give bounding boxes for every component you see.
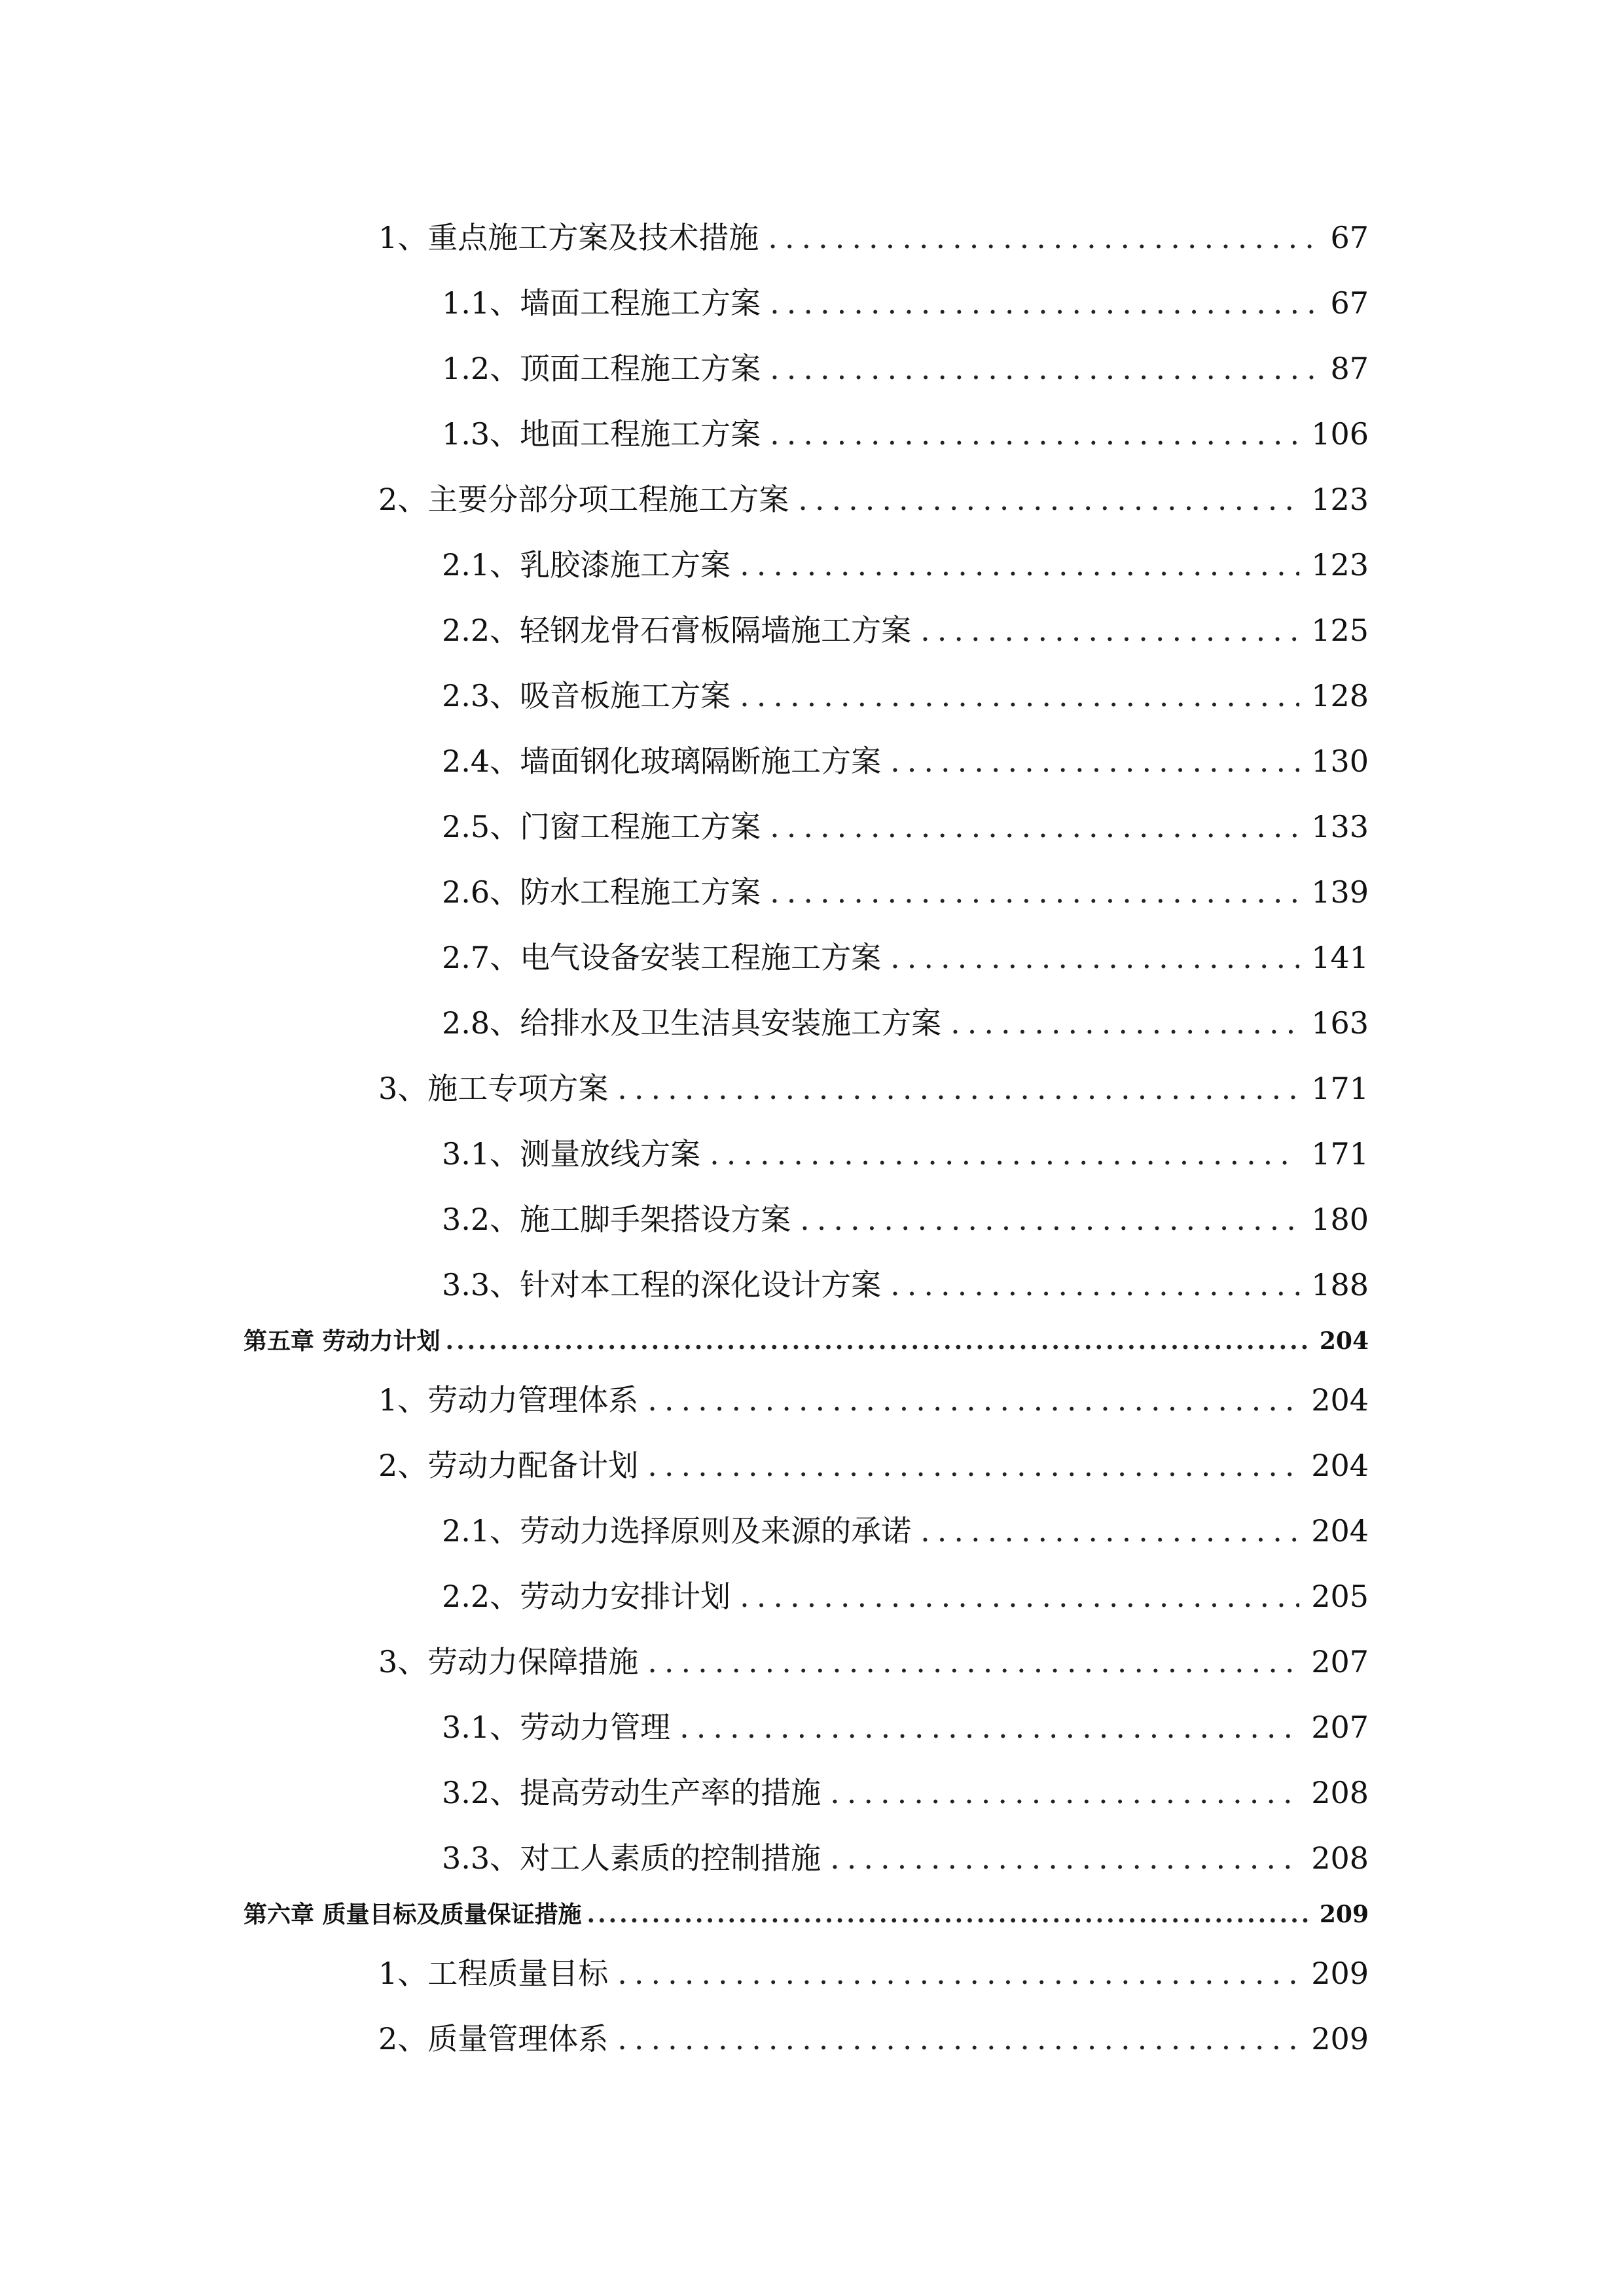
toc-dot-leader [679,1704,1299,1750]
toc-dot-leader [890,1262,1299,1308]
toc-entry-page: 123 [1311,547,1369,583]
toc-entry-title: 2.5、门窗工程施工方案 [442,809,761,844]
toc-entry-title: 3.2、施工脚手架搭设方案 [442,1202,791,1237]
toc-entry-title: 2.7、电气设备安装工程施工方案 [442,940,882,975]
toc-entry-title: 1、工程质量目标 [378,1956,609,1991]
toc-entry[interactable] [442,1000,1369,1046]
toc-dot-leader [768,215,1318,260]
toc-entry[interactable] [378,1950,1369,1996]
toc-entry-title: 1.1、墙面工程施工方案 [442,285,761,321]
toc-dot-leader [617,2016,1299,2062]
toc-entry-title: 1、劳动力管理体系 [378,1382,639,1418]
toc-dot-leader [800,1196,1299,1242]
toc-entry-page: 205 [1311,1579,1369,1614]
toc-entry-page: 204 [1311,1448,1369,1483]
toc-entry-title: 2.6、防水工程施工方案 [442,874,761,910]
toc-entry[interactable] [442,607,1369,653]
toc-dot-leader [890,935,1299,980]
toc-entry-title: 3、施工专项方案 [378,1071,609,1106]
toc-entry[interactable] [442,673,1369,719]
toc-entry[interactable] [442,1508,1369,1554]
toc-entry[interactable] [378,1066,1369,1111]
toc-entry-page: 87 [1330,351,1369,386]
toc-dot-leader [446,1323,1313,1359]
toc-entry[interactable] [378,1443,1369,1488]
toc-entry-page: 188 [1311,1267,1369,1302]
toc-chapter-entry[interactable] [244,1896,1369,1933]
toc-entry[interactable] [442,1704,1369,1750]
toc-entry-title: 3.3、对工人素质的控制措施 [442,1840,821,1876]
toc-entry[interactable] [442,1835,1369,1881]
toc-dot-leader [740,673,1299,719]
toc-dot-leader [770,346,1318,391]
toc-entry-page: 106 [1311,416,1369,452]
toc-chapter-title: 第六章 质量目标及质量保证措施 [244,1901,582,1928]
toc-entry-title: 3.3、针对本工程的深化设计方案 [442,1267,882,1302]
toc-dot-leader [950,1000,1299,1046]
toc-entry[interactable] [442,935,1369,980]
toc-entry[interactable] [378,476,1369,522]
toc-entry[interactable] [378,2016,1369,2062]
toc-dot-leader [647,1443,1299,1488]
toc-entry-title: 2、主要分部分项工程施工方案 [378,482,789,517]
toc-entry-title: 1.3、地面工程施工方案 [442,416,761,452]
toc-dot-leader [830,1835,1299,1881]
toc-entry-title: 2.4、墙面钢化玻璃隔断施工方案 [442,744,882,779]
toc-entry-page: 171 [1311,1071,1369,1106]
toc-entry[interactable] [442,346,1369,391]
toc-dot-leader [740,1573,1299,1619]
toc-dot-leader [647,1639,1299,1685]
toc-entry-page: 130 [1311,744,1369,779]
toc-entry-title: 3.1、测量放线方案 [442,1136,701,1172]
toc-entry-page: 204 [1311,1382,1369,1418]
toc-entry-title: 2.8、给排水及卫生洁具安装施工方案 [442,1005,942,1041]
toc-chapter-entry[interactable] [244,1323,1369,1359]
toc-entry-page: 208 [1311,1840,1369,1876]
toc-entry-title: 2.3、吸音板施工方案 [442,678,731,713]
toc-entry-title: 1、重点施工方案及技术措施 [378,220,759,255]
toc-chapter-page: 204 [1319,1327,1369,1355]
toc-dot-leader [770,411,1299,457]
toc-dot-leader [617,1950,1299,1996]
toc-entry-page: 128 [1311,678,1369,713]
toc-entry-title: 2.1、乳胶漆施工方案 [442,547,731,583]
toc-entry[interactable] [442,804,1369,850]
toc-entry-page: 209 [1311,2021,1369,2056]
toc-dot-leader [647,1377,1299,1423]
toc-entry-page: 163 [1311,1005,1369,1041]
toc-entry-page: 207 [1311,1644,1369,1679]
toc-entry-page: 207 [1311,1710,1369,1745]
toc-entry-page: 133 [1311,809,1369,844]
toc-entry-page: 123 [1311,482,1369,517]
toc-entry-title: 2.1、劳动力选择原则及来源的承诺 [442,1513,912,1549]
toc-entry-page: 67 [1330,285,1369,321]
toc-entry[interactable] [378,215,1369,260]
toc-entry[interactable] [442,1131,1369,1177]
toc-entry-title: 2、质量管理体系 [378,2021,609,2056]
toc-dot-leader [890,738,1299,784]
toc-entry-page: 141 [1311,940,1369,975]
toc-entry[interactable] [442,1573,1369,1619]
toc-dot-leader [830,1770,1299,1816]
toc-dot-leader [770,804,1299,850]
toc-entry[interactable] [442,542,1369,588]
toc-entry[interactable] [442,411,1369,457]
toc-entry-title: 2.2、轻钢龙骨石膏板隔墙施工方案 [442,613,912,648]
toc-entry[interactable] [442,280,1369,326]
toc-entry-page: 209 [1311,1956,1369,1991]
toc-entry-title: 2、劳动力配备计划 [378,1448,639,1483]
toc-entry-page: 180 [1311,1202,1369,1237]
toc-dot-leader [770,280,1318,326]
toc-entry-title: 3.1、劳动力管理 [442,1710,671,1745]
toc-entry[interactable] [442,1262,1369,1308]
toc-entry-page: 171 [1311,1136,1369,1172]
toc-entry-page: 204 [1311,1513,1369,1549]
toc-entry-page: 208 [1311,1775,1369,1810]
toc-entry[interactable] [442,738,1369,784]
toc-dot-leader [770,869,1299,915]
toc-dot-leader [587,1896,1313,1933]
toc-entry[interactable] [378,1639,1369,1685]
toc-entry-title: 3.2、提高劳动生产率的措施 [442,1775,821,1810]
toc-dot-leader [920,1508,1299,1554]
toc-dot-leader [798,476,1299,522]
toc-dot-leader [617,1066,1299,1111]
toc-entry-page: 139 [1311,874,1369,910]
toc-entry[interactable] [442,869,1369,915]
toc-entry-page: 67 [1330,220,1369,255]
toc-entry-page: 125 [1311,613,1369,648]
toc-entry-title: 3、劳动力保障措施 [378,1644,639,1679]
toc-entry[interactable] [442,1770,1369,1816]
toc-entry-title: 2.2、劳动力安排计划 [442,1579,731,1614]
toc-dot-leader [740,542,1299,588]
toc-entry-title: 1.2、顶面工程施工方案 [442,351,761,386]
toc-entry[interactable] [442,1196,1369,1242]
toc-dot-leader [710,1131,1299,1177]
toc-entry[interactable] [378,1377,1369,1423]
toc-chapter-title: 第五章 劳动力计划 [244,1327,441,1355]
toc-dot-leader [920,607,1299,653]
toc-chapter-page: 209 [1319,1901,1369,1928]
